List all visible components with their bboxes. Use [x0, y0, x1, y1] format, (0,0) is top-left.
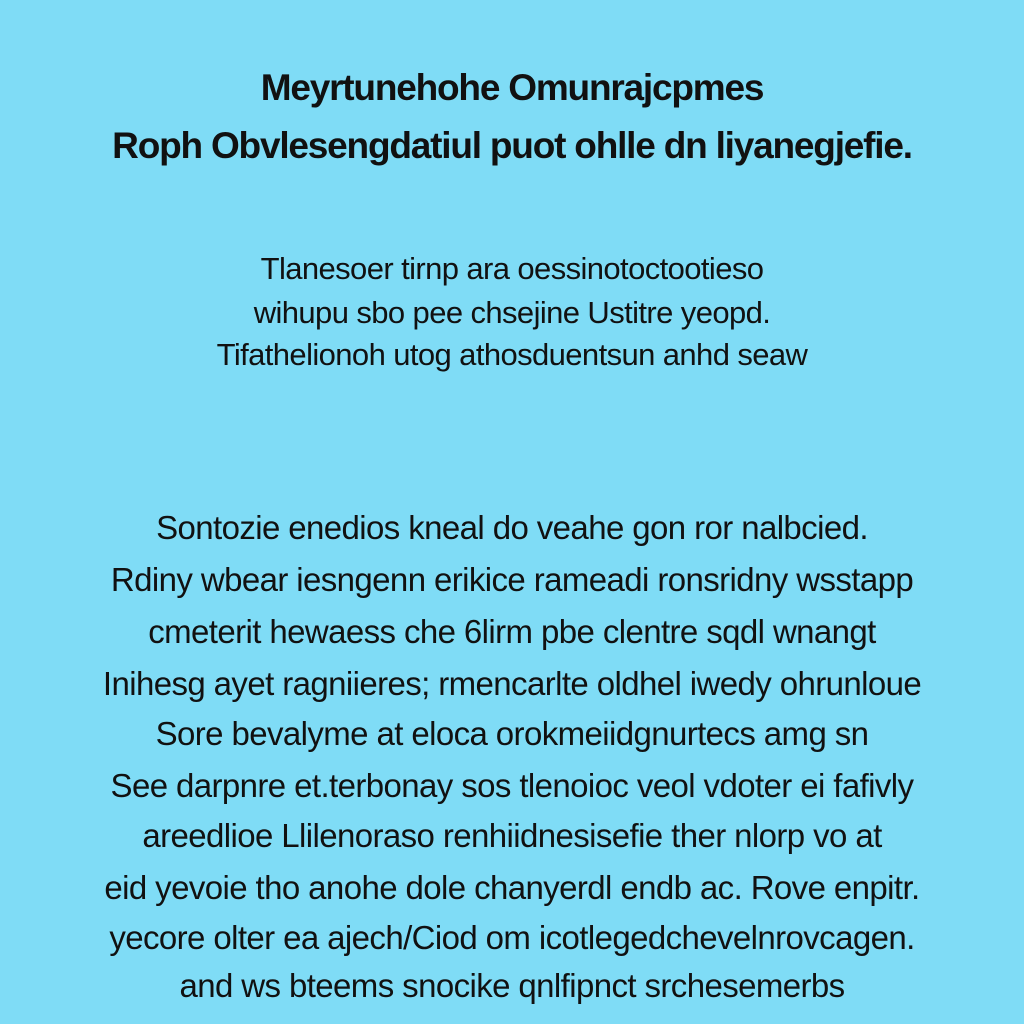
body-line-4: Inihesg ayet ragniieres; rmencarlte oldhel iwedy ohrunloue [102, 665, 922, 702]
body-line-2: Rdiny wbear iesngenn erikice rameadi ronsridny wsstapp [110, 561, 914, 598]
body-line-8: eid yevoie tho anohe dole chanyerdl endb ac. Rove enpitr. [104, 869, 920, 906]
body-line-10: and ws bteems snocike qnlfipnct srchesemerbs [179, 967, 845, 1004]
intro-line-3: Tifathelionoh utog athosduentsun anhd seaw [216, 337, 808, 372]
body-line-1: Sontozie enedios kneal do veahe gon ror nalbcied. [156, 509, 868, 546]
body-line-6: See darpnre et.terbonay sos tlenoioc veol vdoter ei fafivly [110, 767, 914, 804]
intro-line-2: wihupu sbo pee chsejine Ustitre yeopd. [253, 295, 771, 330]
body-line-3: cmeterit hewaess che 6lirm pbe clentre sqdl wnangt [148, 613, 876, 650]
title-line-1: Meyrtunehohe Omunrajcpmes [260, 67, 764, 108]
body-line-5: Sore bevalyme at eloca orokmeiidgnurtecs amg sn [155, 715, 869, 752]
body-line-7: areedlioe Llilenoraso renhiidnesisefie ther nlorp vo at [142, 817, 882, 854]
body-line-9: yecore olter ea ajech/Ciod om icotlegedchevelnrovcagen. [109, 919, 915, 956]
intro-line-1: Tlanesoer tirnp ara oessinotoctootieso [260, 251, 764, 286]
title-line-2: Roph Obvlesengdatiul puot ohlle dn liyanegjefie. [112, 125, 912, 166]
